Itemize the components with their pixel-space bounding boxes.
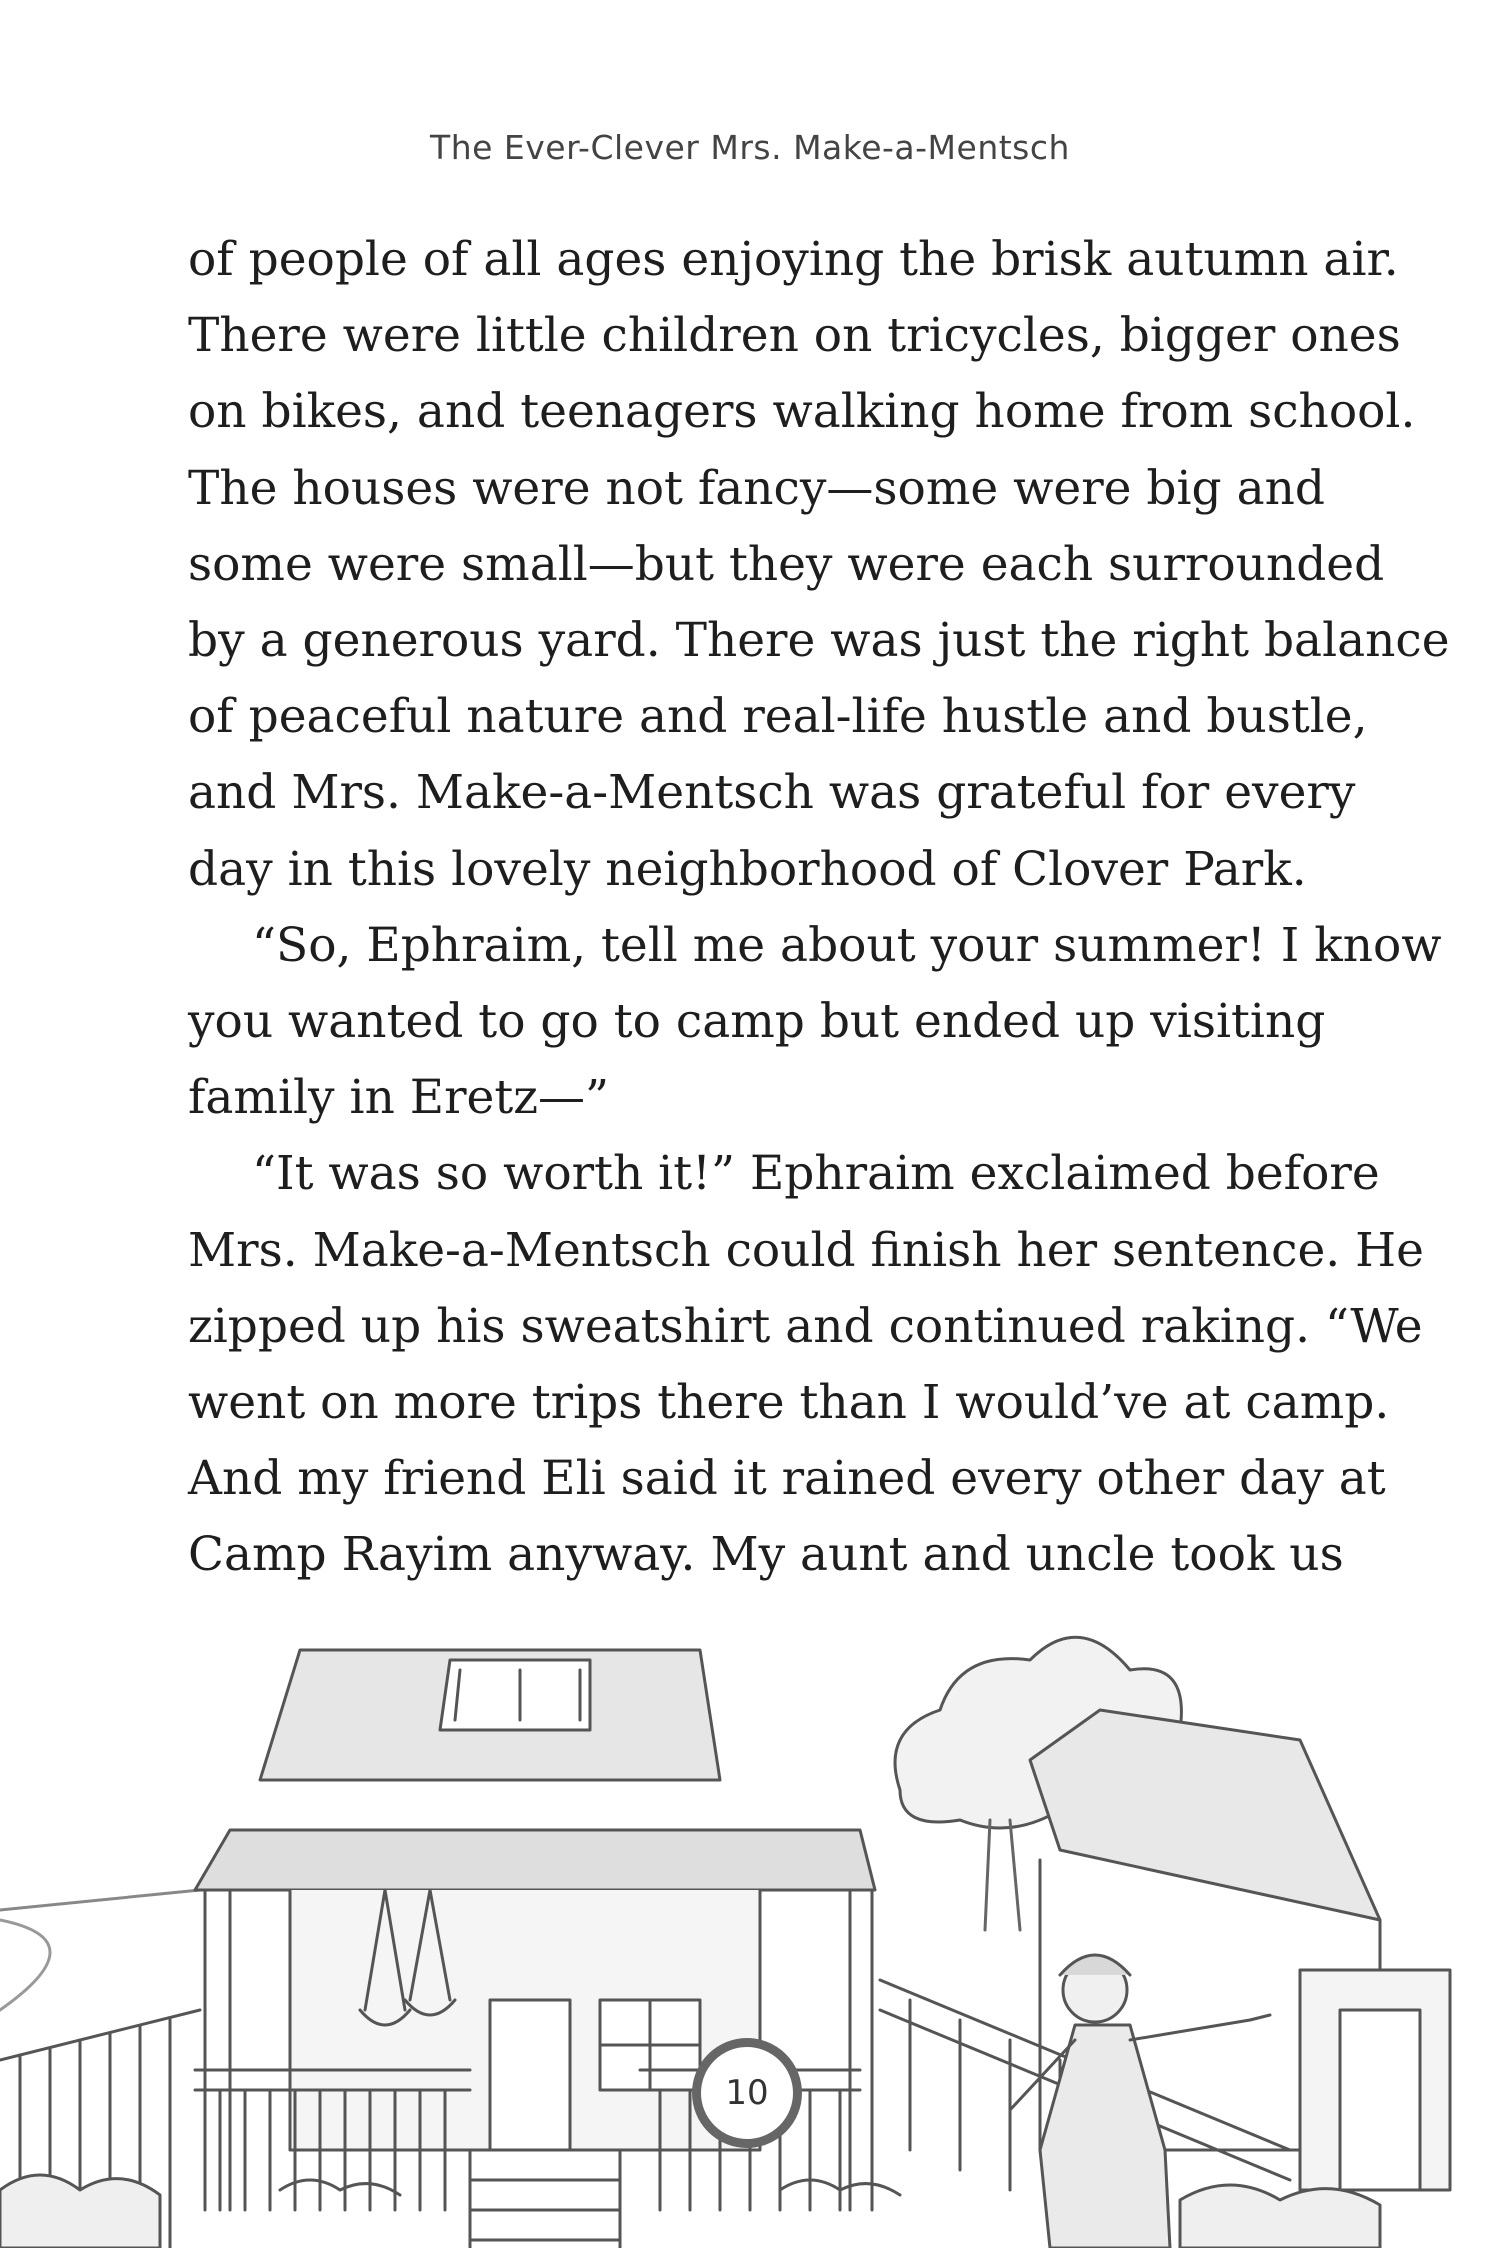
paragraph-3 xyxy=(188,1136,1424,1593)
text-line: Camp Rayim anyway. My aunt and uncle took us xyxy=(188,1527,1344,1583)
text-line: There were little children on tricycles, bigger ones xyxy=(188,308,1401,364)
text-line: family in Eretz—” xyxy=(188,1070,610,1126)
paragraph-2 xyxy=(188,908,1442,1137)
text-line: and Mrs. Make-a-Mentsch was grateful for every xyxy=(188,765,1356,821)
text-line: of peaceful nature and real-life hustle and bustle, xyxy=(188,689,1368,745)
text-line: of people of all ages enjoying the brisk autumn air. xyxy=(188,232,1399,287)
running-title: The Ever-Clever Mrs. Make-a-Mentsch xyxy=(430,128,1070,167)
text-line: “So, Ephraim, tell me about your summer! I know xyxy=(252,917,1442,973)
text-line: And my friend Eli said it rained every other day at xyxy=(188,1451,1386,1507)
text-line: went on more trips there than I would’ve at camp. xyxy=(188,1375,1390,1431)
page-number-badge xyxy=(692,2038,802,2148)
text-line: zipped up his sweatshirt and continued raking. “We xyxy=(188,1298,1423,1354)
text-line: day in this lovely neighborhood of Clover Park. xyxy=(188,841,1307,897)
text-line: on bikes, and teenagers walking home from school. xyxy=(188,384,1416,440)
text-line: some were small—but they were each surrounded xyxy=(188,536,1385,592)
neighborhood-illustration xyxy=(0,1590,1500,2248)
text-line: The houses were not fancy—some were big and xyxy=(188,460,1325,516)
text-line: you wanted to go to camp but ended up visiting xyxy=(188,994,1326,1050)
page-number: 10 xyxy=(725,2073,769,2113)
text-line: Mrs. Make-a-Mentsch could finish her sentence. He xyxy=(188,1222,1424,1278)
text-line: by a generous yard. There was just the right balance xyxy=(188,613,1450,669)
body-text xyxy=(188,222,1450,1594)
paragraph-1 xyxy=(188,222,1450,908)
text-line: “It was so worth it!” Ephraim exclaimed before xyxy=(252,1146,1380,1202)
